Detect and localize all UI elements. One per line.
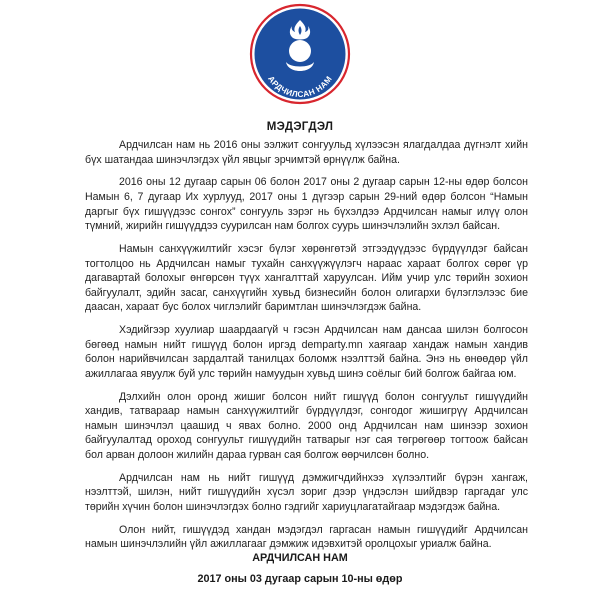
- document-title: МЭДЭГДЭЛ: [266, 121, 334, 133]
- paragraph-6: Ардчилсан нам нь нийт гишүүд дэмжигчдийнхээ хүлээлтийг бүрэн хангаж, нээлттэй, шилэн, нийт гишүүдийн хүсэл зориг дээр үндэслэн шийдвэр гаргадаг улс төрийн хүчин болон шинэчлэгдэх болно гэдгийг хариуцлагатайгаар мэдэгдэж байна.: [85, 471, 528, 513]
- logo-text: АРДЧИЛСАН НАМ: [266, 74, 334, 100]
- party-logo: [241, 2, 359, 106]
- sun-icon: [289, 40, 311, 62]
- paragraph-7: Олон нийт, гишүүдэд хандан мэдэгдэл гаргасан намын гишүүдийг Ардчилсан намын шинэчлэлийн үйл ажиллагааг дэмжиж идэвхитэй оролцохыг уриалж байна.: [85, 523, 528, 551]
- paragraph-5: Дэлхийн олон оронд жишиг болсон нийт гишүүд болон сонгуульт гишүүдийн хандив, татвараар намын санхүүжилтийг бүрдүүлдэг, сонгодог жишигрүү Ардчилсан намын шинэчлэл цаашид ч явах болно. 2000 онд Ардчилсан нам шинээр зохион байгуулалтад ороход сонгуульт гишүүдийн татварыг нэг сая төгрөгөөр тогтоож байсан бол арван долоон жилийн дараа гурван сая болгож өөрчилсөн болно.: [85, 390, 528, 462]
- document-body: [85, 138, 528, 560]
- signature-organization: АРДЧИЛСАН НАМ: [252, 552, 348, 564]
- paragraph-2: 2016 оны 12 дугаар сарын 06 болон 2017 оны 2 дугаар сарын 12-ны өдөр болсон Намын 6, 7 дугаар Их хурлууд, 2017 оны 1 дүгээр сарын 29-ний өдөр болсон “Намын даргыг бүх гишүүдээс сонгох” сонгууль зэрэг нь бүхэлдээ Ардчилсан намыг илүү олон түмний, жирийн гишүүддээ суурилсан нам болгох суурь шинэчлэлийн эхлэл байсан.: [85, 176, 528, 233]
- paragraph-3: Намын санхүүжилтийг хэсэг бүлэг хөрөнгөтэй этгээдүүдээс бүрдүүлдэг байсан тогтолцоо нь Ардчилсан намыг тухайн санхүүжүүлэгч нараас хараат болгох сөрөг үр дагавартай болохыг өнгөрсөн түүх хангалттай харуулсан. Ийм учир улс төрийн зохион байгуулалт, эдийн засаг, санхүүгийн хувьд бизнесийн болон олигархи бүлэглэлээс бие даасан, хараат бус болох чиглэлийг баримтлан шинэчлэгдэж байна.: [85, 242, 528, 314]
- mongolian-democratic-party-emblem-icon: [241, 2, 359, 106]
- signature-date: 2017 оны 03 дугаар сарын 10-ны өдөр: [197, 573, 403, 585]
- paragraph-1: Ардчилсан нам нь 2016 оны ээлжит сонгуульд хүлээсэн ялагдалдаа дүгнэлт хийн бүх шатандаа шинэчлэгдэх үйл явцыг эрчимтэй өрнүүлж байна.: [85, 139, 528, 166]
- paragraph-4: Хэдийгээр хуулиар шаардаагүй ч гэсэн Ардчилсан нам дансаа шилэн болгосон бөгөөд намын нийт гишүүд болон иргэд demparty.mn хаягаар хандаж намын хандив болон нарийвчилсан зардалтай танилцах боломж нээлттэй байна. Энэ нь өнөөдөр үйл ажиллагаа явуулж буй улс төрийн намуудын хувьд шинэ соёлыг бий болгож байгаа юм.: [85, 324, 528, 380]
